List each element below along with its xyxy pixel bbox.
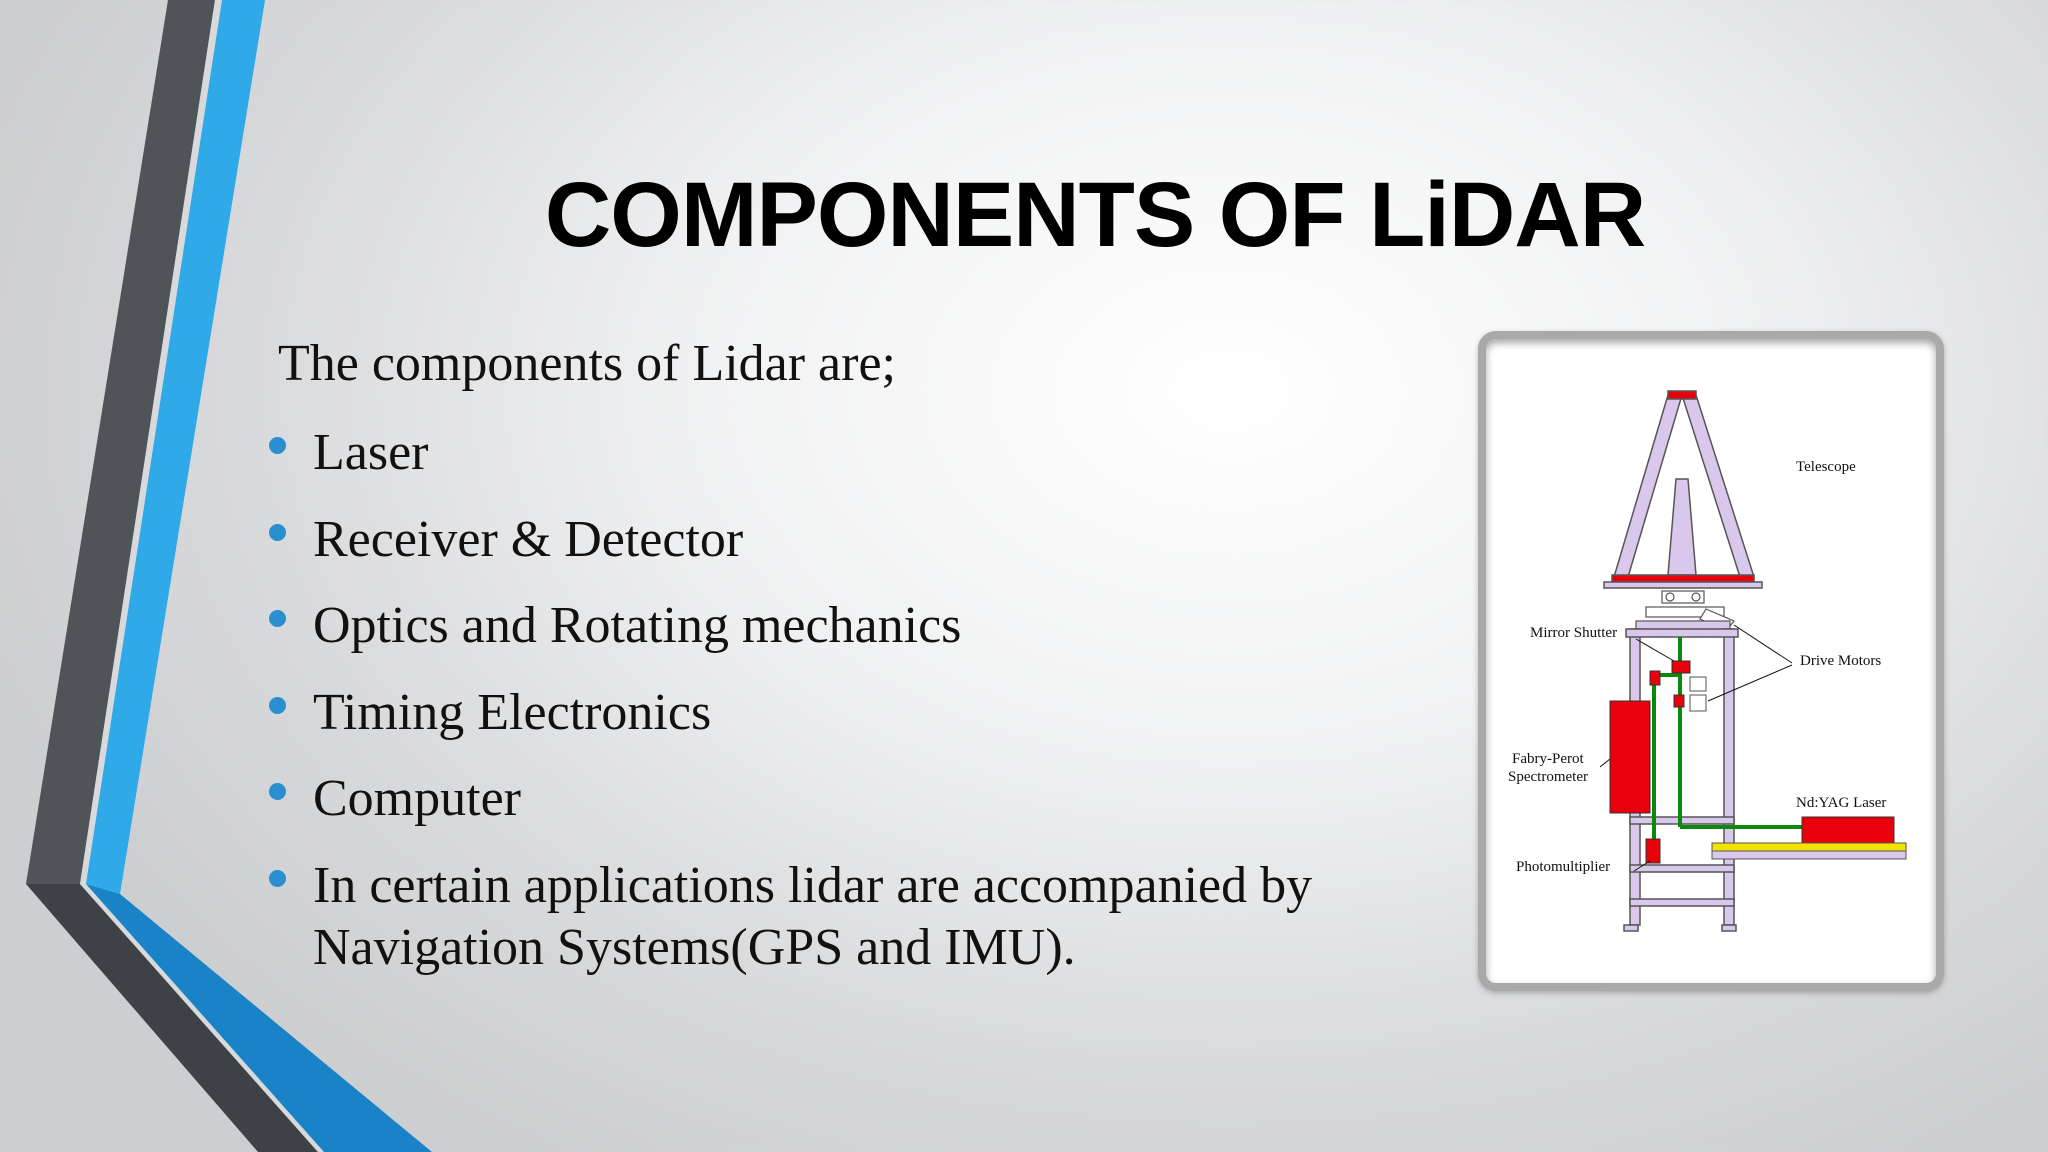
mount-mechanics <box>1636 591 1734 631</box>
laser-block <box>1802 817 1894 843</box>
bullet-dot-icon <box>269 870 286 887</box>
label-mirror-shutter: Mirror Shutter <box>1530 625 1618 641</box>
laser-rail-base <box>1712 851 1906 859</box>
bullet-item-receiver <box>268 509 1368 571</box>
lidar-diagram-figure <box>1478 331 1944 991</box>
bullet-dot-icon <box>269 610 286 627</box>
fabry-perot-spectrometer <box>1610 701 1650 813</box>
label-photomultiplier: Photomultiplier <box>1516 859 1611 875</box>
photomultiplier-block <box>1646 839 1660 863</box>
bullet-text: Laser <box>313 424 429 481</box>
bullet-text: Computer <box>313 770 521 827</box>
intro-text: The components of Lidar are; <box>278 335 896 392</box>
bullet-text: In certain applications lidar are accompanied by Navigation Systems(GPS and IMU). <box>313 856 1313 976</box>
label-fabry-perot: Fabry-Perot <box>1512 751 1584 767</box>
bullet-item-laser <box>268 422 1368 484</box>
bullet-item-optics <box>268 595 1368 657</box>
label-laser: Nd:YAG Laser <box>1796 795 1887 811</box>
mirror-shutter-block <box>1672 661 1690 673</box>
label-drive-motors: Drive Motors <box>1800 653 1882 669</box>
bullet-dot-icon <box>269 783 286 800</box>
drive-motors <box>1690 677 1706 711</box>
bullet-item-navigation <box>268 855 1368 979</box>
bullet-list <box>268 422 1368 1003</box>
bullet-dot-icon <box>269 697 286 714</box>
label-spectrometer: Spectrometer <box>1508 769 1588 785</box>
lidar-diagram <box>1486 339 1936 983</box>
bullet-text: Optics and Rotating mechanics <box>313 597 962 654</box>
bullet-dot-icon <box>269 437 286 454</box>
laser-rail <box>1712 843 1906 851</box>
bullet-text: Timing Electronics <box>313 683 712 741</box>
bullet-item-computer <box>268 768 1368 830</box>
label-telescope: Telescope <box>1796 459 1856 475</box>
bullet-item-timing <box>268 682 1368 744</box>
bullet-dot-icon <box>269 524 286 541</box>
telescope-structure <box>1604 391 1762 588</box>
bullet-text: Receiver & Detector <box>313 510 744 568</box>
slide-title: COMPONENTS OF LiDAR <box>544 164 1646 266</box>
